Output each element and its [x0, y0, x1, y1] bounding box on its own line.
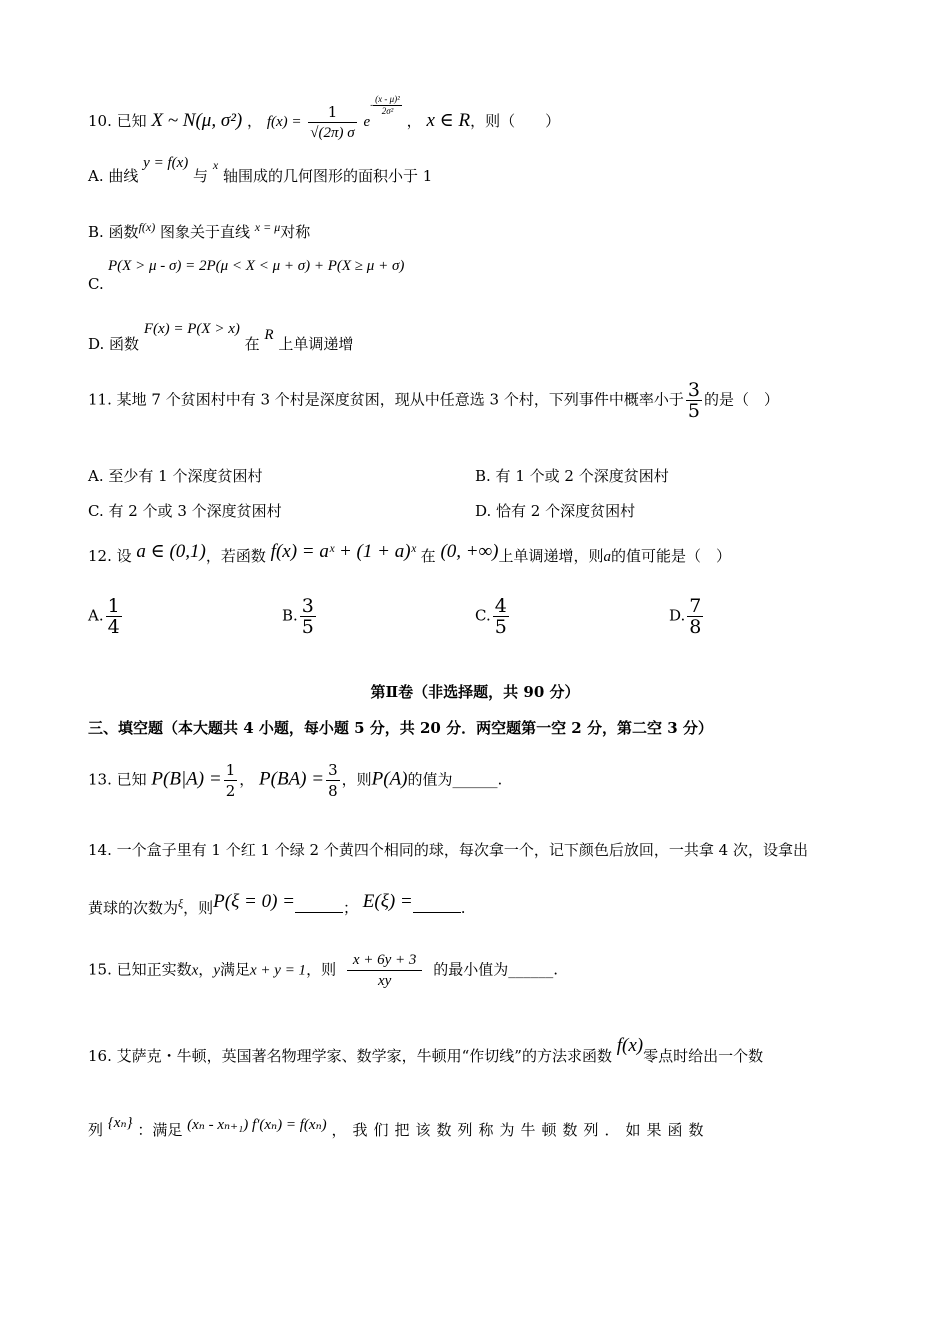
q10-option-c-expr: P(X > μ - σ) = 2P(μ < X < μ + σ) + P(X ≥ μ + σ) [108, 258, 405, 274]
q15-fraction: $\frac{x + 6y + 3}{xy}$ [347, 950, 423, 991]
q11-option-a: A. 至少有 1 个深度贫困村 [88, 467, 263, 485]
q12-option-c: C. $\frac{4}{5}$ [475, 595, 507, 638]
q10-density-fraction: $\frac{1}{√(2\pi) \sigma}$ [310, 102, 355, 141]
q16-line-2: 列 {xₙ} ：满足 (xₙ - xₙ₊₁) f′(xₙ) = f(xₙ) ，我们把该数列称为牛顿数列．如果函数 [88, 1115, 710, 1139]
q14-line-1: 14. 一个盒子里有 1 个红 1 个绿 2 个黄四个相同的球，每次拿一个，记下颜色后放回，一共拿 4 次，设拿出 [88, 841, 808, 859]
q11-option-d: D. 恰有 2 个深度贫困村 [475, 502, 636, 520]
q16-line-1: 16. 艾萨克・牛顿，英国著名物理学家、数学家，牛顿用“作切线”的方法求函数 f(x)零点时给出一个数 [88, 1035, 764, 1065]
q12-function: f(x) = aˣ + (1 + a)ˣ [270, 541, 416, 562]
q10-exp-base: e [363, 114, 371, 130]
q12-option-b: B. $\frac{3}{5}$ [282, 595, 314, 638]
q10-option-b: B. 函数$^{f(x)}$ 图象关于直线 $^{x = \mu}$对称 [88, 220, 311, 241]
q12-option-a: A. $\frac{1}{4}$ [88, 595, 120, 638]
q14-line-2: 黄球的次数为$^\xi$，则P(ξ = 0) = ； E(ξ) = . [88, 891, 466, 917]
q12-option-d: D. $\frac{7}{8}$ [669, 595, 702, 638]
q15-stem: 15. 已知正实数x，y满足x + y = 1，则 $\frac{x + 6y + 3}{xy}$ 的最小值为______. [88, 952, 558, 989]
q10-option-d: D. 函数 F(x) = P(X > x) 在 R 上单调递增 [88, 321, 354, 353]
q10-option-c-label: C. [88, 275, 104, 293]
q13-stem: 13. 已知 P(B|A) = $\frac{1}{2}$ ， P(BA) = $\frac{3}{8}$ ，则P(A)的值为______. [88, 761, 503, 800]
part2-title: 第Ⅱ卷（非选择题，共 90 分） [370, 683, 580, 701]
q10-exponent: - $\frac{\text{(x - μ)²}}{\text{2σ²}}$ [370, 94, 400, 116]
q11-option-b: B. 有 1 个或 2 个深度贫困村 [475, 467, 669, 485]
q11-stem: 11. 某地 7 个贫困村中有 3 个村是深度贫困，现从中任意选 3 个村，下列事件中概率小于 $\frac{3}{5}$ 的是（ ） [88, 379, 779, 422]
q12-stem: 12. 设 a ∈ (0,1)，若函数 f(x) = aˣ + (1 + a)ˣ 在 (0, +∞)上单调递增，则a的值可能是（ ） [88, 541, 732, 565]
q11-option-c: C. 有 2 个或 3 个深度贫困村 [88, 502, 282, 520]
q10-option-a: A. 曲线 y = f(x) 与 $^x$ 轴围成的几何图形的面积小于 1 [88, 155, 433, 185]
section-heading: 三、填空题（本大题共 4 小题，每小题 5 分，共 20 分．两空题第一空 2 分，第二空 3 分） [88, 719, 713, 737]
q10-distribution: X ~ N(μ, σ²) [151, 110, 243, 131]
q11-fraction: $\frac{3}{5}$ [687, 379, 700, 422]
q14-blank-2[interactable] [413, 898, 461, 913]
q10-domain: x ∈ R [426, 110, 471, 131]
q10-stem: 10. 已知 X ~ N(μ, σ²) ， f(x) = $\frac{1}{√(2\pi) \sigma}$ e- $\frac{\text{(x - μ)²}}{\text{2σ²}}$ ， x ∈ R，则（ ） [88, 94, 561, 141]
q10-density-lhs: f(x) = [266, 114, 302, 130]
q14-blank-1[interactable] [295, 898, 343, 913]
